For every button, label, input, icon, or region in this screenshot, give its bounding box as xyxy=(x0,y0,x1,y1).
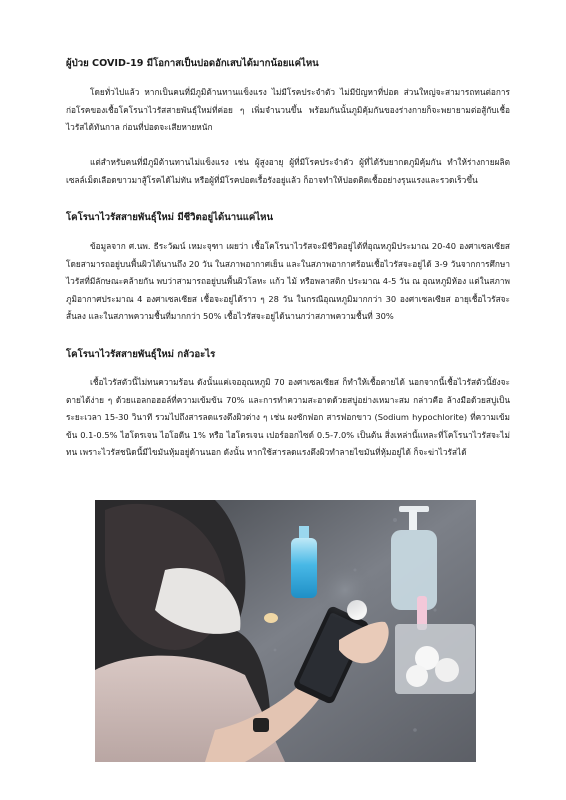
sanitizer-phone-photo xyxy=(95,500,476,762)
paragraph-immunity-strong: โดยทั่วไปแล้ว หากเป็นคนที่มีภูมิต้านทานแข็งแรง ไม่มีโรคประจำตัว ไม่มีปัญหาที่ปอด ส่วนใหญ่จะสามารถทนต่อการก่อโรคของเชื้อโคโรนาไวรัสสายพันธุ์ใหม่ที่ค่อย ๆ เพิ่มจำนวนขึ้น พร้อมกันนั้นภูมิคุ้มกันของร่างกายก็จะพยายามต่อสู้กับเชื้อไวรัสได้ทันกาล ก่อนที่ปอดจะเสียหายหนัก xyxy=(66,87,510,133)
paragraph-virus-weakness: เชื้อไวรัสตัวนี้ไม่ทนความร้อน ดังนั้นแค่เจออุณหภูมิ 70 องศาเซลเซียส ก็ทำให้เชื้อตายได้ นอกจากนี้เชื้อไวรัสตัวนี้ยังจะตายได้ง่าย ๆ ด้วยแอลกอฮอล์ที่ความเข้มข้น 70% และการทำความสะอาดด้วยสบู่อย่างเหมาะสม กล่าวคือ ล้างมือด้วยสบู่เป็นระยะเวลา 15-30 วินาที รวมไปถึงสารลดแรงตึงผิวต่าง ๆ เช่น ผงซักฟอก สารฟอกขาว (Sodium hypochlorite) ที่ความเข้มข้น 0.1-0.5% ไฮโดรเจน ไอโอดีน 1% หรือ ไฮโดรเจน เปอร์ออกไซด์ 0.5-7.0% เป็นต้น สิ่งเหล่านี้แหละที่โคโรนาไวรัสจะไม่ทน เพราะไวรัสชนิดนี้มีไขมันหุ้มอยู่ด้านนอก ดังนั้น หากใช้สารลดแรงตึงผิวทำลายไขมันที่หุ้มอยู่ได้ ก็จะฆ่าไวรัสได้ xyxy=(66,377,510,458)
paragraph-virus-lifespan: ข้อมูลจาก ศ.นพ. ธีระวัฒน์ เหมะจุฑา เผยว่า เชื้อโคโรนาไวรัสจะมีชีวิตอยู่ได้ที่อุณหภูมิประมาณ 20-40 องศาเซลเซียส โดยสามารถอยู่บนพื้นผิวได้นานถึง 20 วัน ในสภาพอากาศเย็น และในสภาพอากาศร้อนเชื้อไวรัสจะอยู่ได้ 3-9 วันจากการศึกษาไวรัสที่มีลักษณะคล้ายกัน พบว่าสามารถอยู่บนพื้นผิวโลหะ แก้ว ไม้ หรือพลาสติก ประมาณ 4-5 วัน ณ อุณหภูมิห้อง แต่ในสภาพภูมิอากาศประมาณ 4 องศาเซลเซียส เชื้อจะอยู่ได้ราว ๆ 28 วัน ในกรณีอุณหภูมิมากกว่า 30 องศาเซลเซียส อายุเชื้อไวรัสจะสั้นลง และในสภาพความชื้นที่มากกว่า 50% เชื้อไวรัสจะอยู่ได้นานกว่าสภาพความชื้นที่ 30% xyxy=(66,241,510,322)
paragraph-immunity-weak: แต่สำหรับคนที่มีภูมิต้านทานไม่แข็งแรง เช่น ผู้สูงอายุ ผู้ที่มีโรคประจำตัว ผู้ที่ได้รับยากดภูมิคุ้มกัน ทำให้ร่างกายผลิตเซลล์เม็ดเลือดขาวมาสู้โรคได้ไม่ทัน หรือผู้ที่มีโรคปอดเรื้อรังอยู่แล้ว ก็อาจทำให้ปอดติดเชื้ออย่างรุนแรงและรวดเร็วขึ้น xyxy=(66,157,510,185)
heading-virus-lifespan: โคโรนาไวรัสสายพันธุ์ใหม่ มีชีวิตอยู่ได้นานแค่ไหน xyxy=(66,212,274,223)
heading-covid-pneumonia: ผู้ป่วย COVID-19 มีโอกาสเป็นปอดอักเสบได้มากน้อยแค่ไหน xyxy=(66,58,319,69)
heading-virus-weakness: โคโรนาไวรัสสายพันธุ์ใหม่ กลัวอะไร xyxy=(66,349,216,360)
